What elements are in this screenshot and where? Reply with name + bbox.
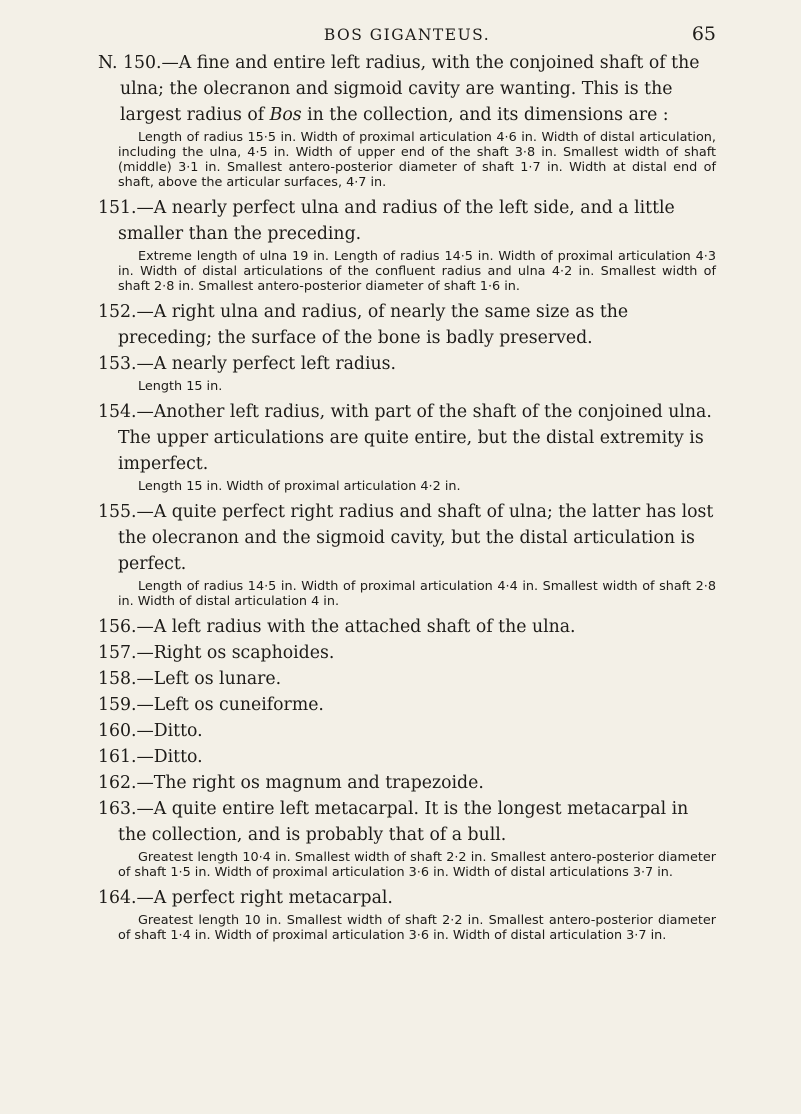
italic-genus: Bos <box>269 105 302 125</box>
entry-measurements: Greatest length 10·4 in. Smallest width of shaft 2·2 in. Smallest antero-posterior diameter of shaft 1·5 in. Width of proximal articulation 3·6 in. Width of distal articulations 3·7 in. <box>118 850 716 880</box>
entry-153 <box>98 351 716 394</box>
entry-163 <box>98 796 716 880</box>
entry-159 <box>98 692 716 718</box>
entry-description: 157.—Right os scaphoides. <box>98 643 335 663</box>
entry-155 <box>98 499 716 609</box>
entry-measurements: Length of radius 14·5 in. Width of proximal articulation 4·4 in. Smallest width of shaft 2·8 in. Width of distal articulation 4 in. <box>118 579 716 609</box>
entry-161 <box>98 744 716 770</box>
entry-description: 159.—Left os cuneiforme. <box>98 695 324 715</box>
page-number: 65 <box>691 23 716 45</box>
entry-158 <box>98 666 716 692</box>
entry-description: 153.—A nearly perfect left radius. <box>98 354 396 374</box>
entry-description: 158.—Left os lunare. <box>98 669 282 689</box>
entry-description: 152.—A right ulna and radius, of nearly the same size as the preceding; the surface of the bone is badly preserved. <box>98 302 629 348</box>
entry-description: 161.—Ditto. <box>98 747 203 767</box>
entry-description: 155.—A quite perfect right radius and shaft of ulna; the latter has lost the olecranon and the sigmoid cavity, but the distal articulation is perfect. <box>98 502 714 574</box>
entry-162 <box>98 770 716 796</box>
entry-measurements: Length 15 in. <box>138 379 223 394</box>
entry-description: 163.—A quite entire left metacarpal. It is the longest metacarpal in the collection, and is probably that of a bull. <box>98 799 689 845</box>
entry-154 <box>98 399 716 494</box>
entry-description: 154.—Another left radius, with part of the shaft of the conjoined ulna. The upper articulations are quite entire, but the distal extremity is imperfect. <box>98 402 712 474</box>
entry-157 <box>98 640 716 666</box>
entry-150 <box>98 50 716 190</box>
entry-description: 151.—A nearly perfect ulna and radius of the left side, and a little smaller than the preceding. <box>98 198 675 244</box>
entry-description: 160.—Ditto. <box>98 721 203 741</box>
entry-151 <box>98 195 716 294</box>
entry-160 <box>98 718 716 744</box>
entry-description: N. 150.—A fine and entire left radius, with the conjoined shaft of the ulna; the olecranon and sigmoid cavity are wanting. This is the largest radius of Bos in the collection, and its dimensions are : <box>98 53 700 125</box>
entry-measurements: Length of radius 15·5 in. Width of proximal articulation 4·6 in. Width of distal articulation, including the ulna, 4·5 in. Width of upper end of the shaft 3·8 in. Smallest width of shaft (middle) 3·1 in. Smallest antero-posterior diameter of shaft 1·7 in. Width at distal end of shaft, above the articular surfaces, 4·7 in. <box>118 130 716 190</box>
running-title: BOS GIGANTEUS. <box>323 26 491 44</box>
entry-152 <box>98 299 716 351</box>
entry-measurements: Extreme length of ulna 19 in. Length of radius 14·5 in. Width of proximal articulation 4·3 in. Width of distal articulations of the confluent radius and ulna 4·2 in. Smallest width of shaft 2·8 in. Smallest antero-posterior diameter of shaft 1·6 in. <box>118 249 716 294</box>
entry-description: 164.—A perfect right metacarpal. <box>98 888 393 908</box>
page <box>98 20 716 948</box>
entry-description: 162.—The right os magnum and trapezoide. <box>98 773 484 793</box>
entry-description: 156.—A left radius with the attached shaft of the ulna. <box>98 617 576 637</box>
entry-measurements: Greatest length 10 in. Smallest width of shaft 2·2 in. Smallest antero-posterior diameter of shaft 1·4 in. Width of proximal articulation 3·6 in. Width of distal articulation 3·7 in. <box>118 913 716 943</box>
entry-156 <box>98 614 716 640</box>
entry-measurements: Length 15 in. Width of proximal articulation 4·2 in. <box>138 479 461 494</box>
page-header <box>98 20 716 50</box>
entry-164 <box>98 885 716 943</box>
